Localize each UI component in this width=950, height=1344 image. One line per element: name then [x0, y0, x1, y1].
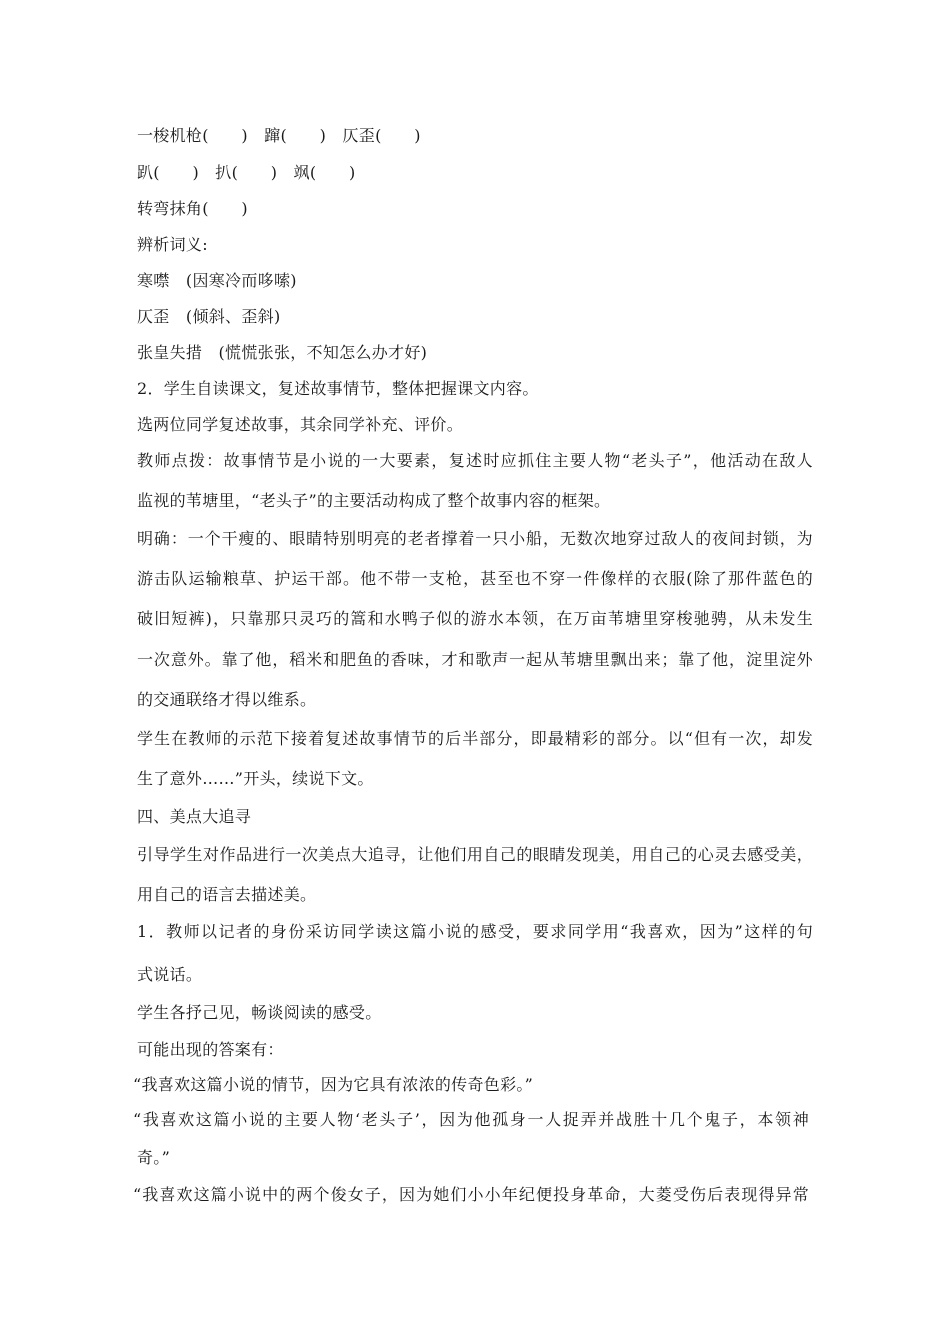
text-line: 生了意外……”开头，续说下文。: [137, 769, 374, 788]
text-line: 引导学生对作品进行一次美点大追寻，让他们用自己的眼睛发现美，用自己的心灵去感受美，: [137, 845, 813, 864]
text-line: 监视的苇塘里，“老头子”的主要活动构成了整个故事内容的框架。: [137, 491, 611, 510]
text-line: 一梭机枪( ) 蹿( ) 仄歪( ): [137, 126, 421, 145]
text-line: 用自己的语言去描述美。: [137, 885, 317, 904]
answer-quote: “我喜欢这篇小说的情节，因为它具有浓浓的传奇色彩。”: [133, 1075, 534, 1094]
text-line: 2．学生自读课文，复述故事情节，整体把握课文内容。: [137, 379, 539, 398]
text-line: 1．教师以记者的身份采访同学读这篇小说的感受，要求同学用“我喜欢，因为”这样的句: [137, 922, 813, 941]
text-line: 转弯抹角( ): [137, 199, 248, 218]
text-line: 式说话。: [137, 965, 203, 984]
text-line: 游击队运输粮草、护运干部。他不带一支枪，甚至也不穿一件像样的衣服(除了那件蓝色的: [137, 569, 813, 588]
text-line: 明确：一个干瘦的、眼睛特别明亮的老者撑着一只小船，无数次地穿过敌人的夜间封锁，为: [137, 529, 813, 548]
answer-quote: “我喜欢这篇小说中的两个俊女子，因为她们小小年纪便投身革命，大菱受伤后表现得异常: [133, 1185, 809, 1204]
text-line: 教师点拨：故事情节是小说的一大要素，复述时应抓住主要人物“老头子”，他活动在敌人: [137, 451, 813, 470]
section-label: 辨析词义:: [137, 235, 208, 254]
text-line: 学生在教师的示范下接着复述故事情节的后半部分，即最精彩的部分。以“但有一次，却发: [137, 729, 813, 748]
text-line: 张皇失措 (慌慌张张，不知怎么办才好): [137, 343, 428, 362]
text-line: 选两位同学复述故事，其余同学补充、评价。: [137, 415, 464, 434]
text-line: 一次意外。靠了他，稻米和肥鱼的香味，才和歌声一起从苇塘里飘出来；靠了他，淀里淀外: [137, 650, 813, 669]
section-heading: 四、美点大追寻: [137, 807, 252, 826]
text-line: 的交通联络才得以维系。: [137, 690, 317, 709]
text-line: 学生各抒己见，畅谈阅读的感受。: [137, 1003, 382, 1022]
text-line: 仄歪 (倾斜、歪斜): [137, 307, 281, 326]
text-line: 破旧短裤)，只靠那只灵巧的篙和水鸭子似的游水本领，在万亩苇塘里穿梭驰骋，从未发生: [137, 609, 813, 628]
text-line: 寒噤 (因寒冷而哆嗦): [137, 271, 297, 290]
text-line: 可能出现的答案有：: [137, 1040, 284, 1059]
text-line: 趴( ) 扒( ) 飒( ): [137, 163, 356, 182]
text-line: 奇。”: [137, 1148, 171, 1167]
answer-quote: “我喜欢这篇小说的主要人物‘老头子’，因为他孤身一人捉弄并战胜十几个鬼子，本领神: [133, 1110, 809, 1129]
